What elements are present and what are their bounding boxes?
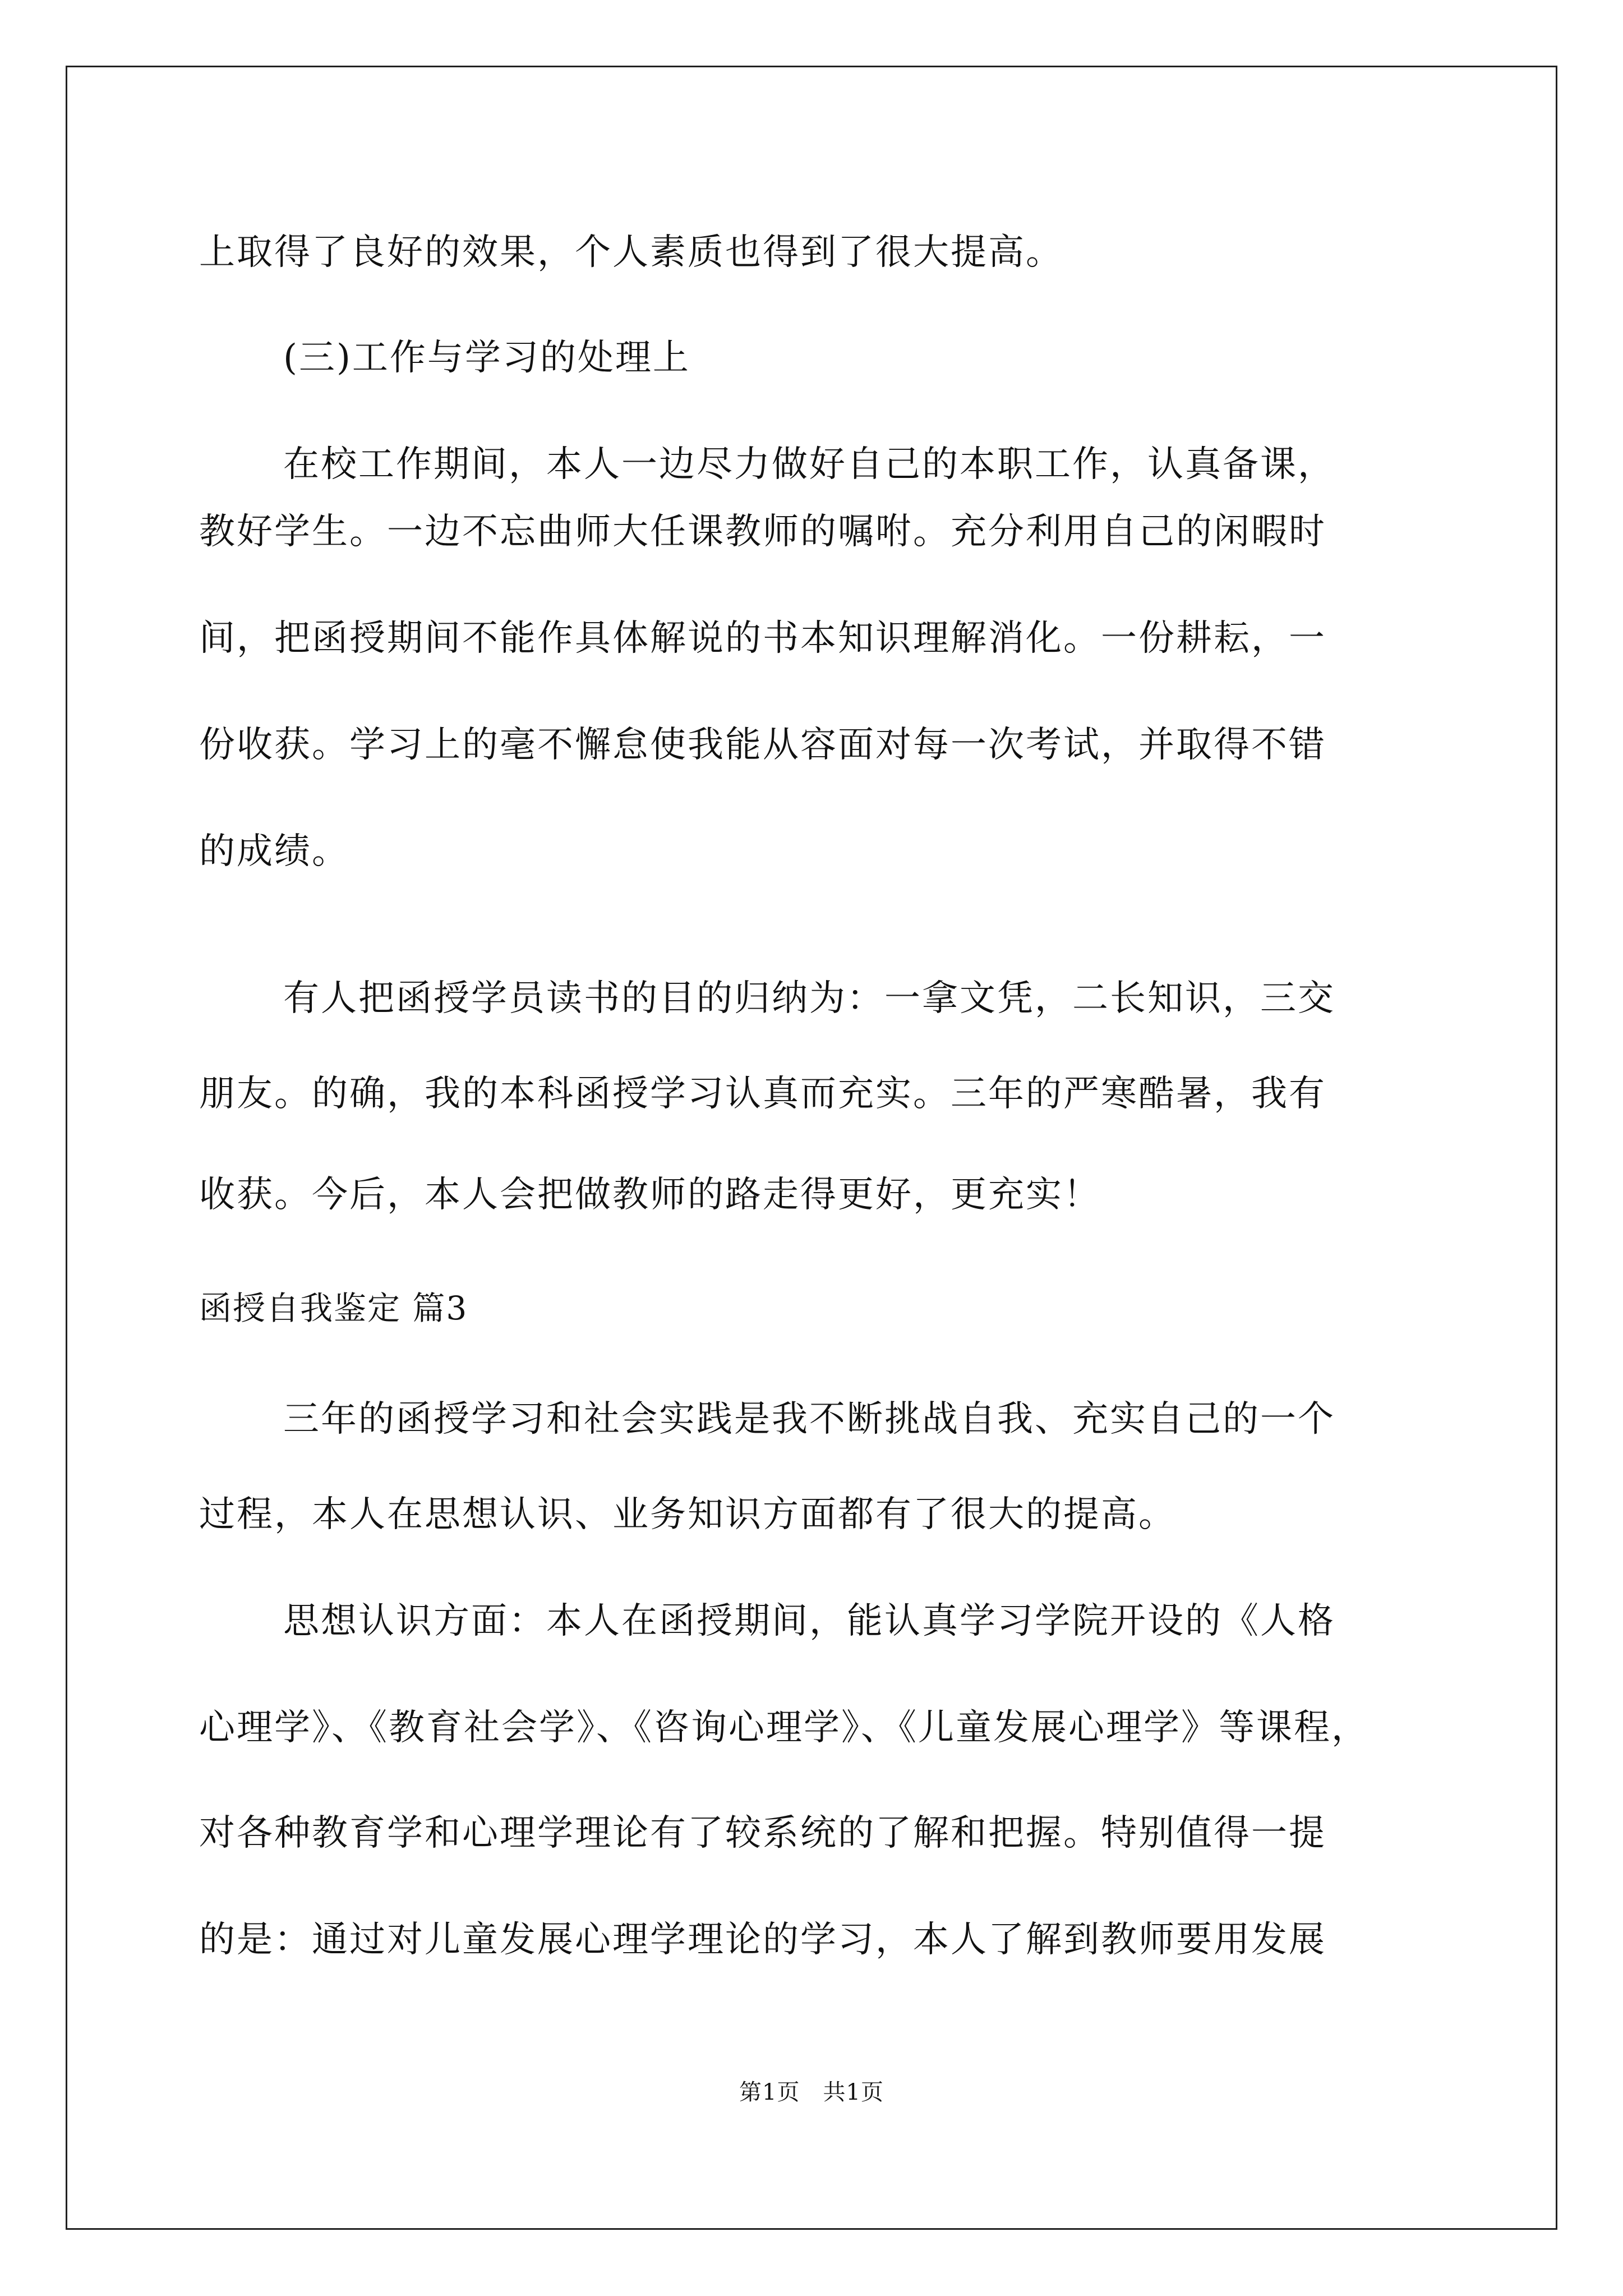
page-number: 第1页 共1页 <box>739 2079 884 2105</box>
body-line-14: 思想认识方面：本人在函授期间，能认真学习学院开设的《人格 <box>283 1600 1335 1642</box>
body-line-10: 收获。今后，本人会把做教师的路走得更好，更充实！ <box>199 1174 1101 1216</box>
body-line-17: 的是：通过对儿童发展心理学理论的学习，本人了解到教师要用发展 <box>199 1919 1326 1961</box>
body-line-8: 有人把函授学员读书的目的归纳为：一拿文凭，二长知识，三交 <box>283 978 1335 1019</box>
section-heading: 函授自我鉴定 篇3 <box>199 1289 468 1327</box>
body-line-13: 过程，本人在思想认识、业务知识方面都有了很大的提高。 <box>199 1494 1176 1535</box>
body-line-9: 朋友。的确，我的本科函授学习认真而充实。三年的严寒酷暑，我有 <box>199 1073 1326 1115</box>
body-line-15: 心理学》、《教育社会学》、《咨询心理学》、《儿童发展心理学》等课程， <box>199 1707 1369 1749</box>
section-subheading: (三)工作与学习的处理上 <box>283 337 690 379</box>
body-line-4: 教好学生。一边不忘曲师大任课教师的嘱咐。充分利用自己的闲暇时 <box>199 511 1326 553</box>
body-line-12: 三年的函授学习和社会实践是我不断挑战自我、充实自己的一个 <box>283 1398 1335 1440</box>
body-line-3: 在校工作期间，本人一边尽力做好自己的本职工作，认真备课， <box>283 444 1335 485</box>
body-line-5: 间，把函授期间不能作具体解说的书本知识理解消化。一份耕耘，一 <box>199 618 1326 659</box>
body-line-6: 份收获。学习上的毫不懈怠使我能从容面对每一次考试，并取得不错 <box>199 724 1326 766</box>
page-border <box>66 66 1557 2230</box>
body-line-16: 对各种教育学和心理学理论有了较系统的了解和把握。特别值得一提 <box>199 1812 1326 1854</box>
body-line-7: 的成绩。 <box>199 831 349 872</box>
body-line-1: 上取得了良好的效果，个人素质也得到了很大提高。 <box>199 232 1063 273</box>
